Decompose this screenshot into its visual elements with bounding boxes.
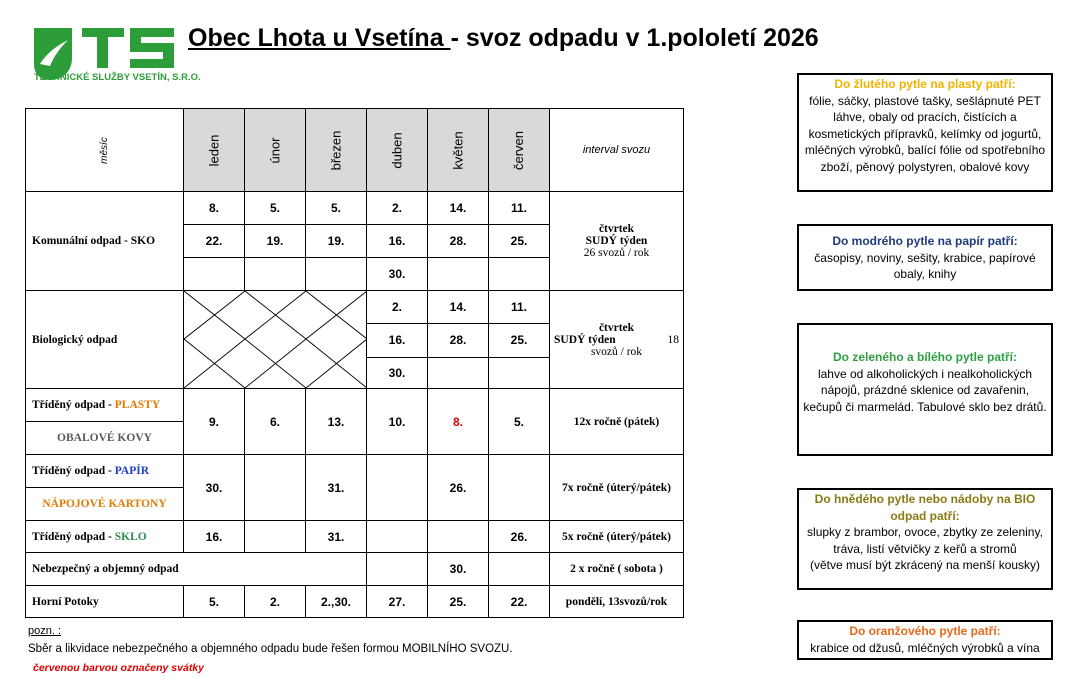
schedule-table: [25, 108, 684, 618]
table-cell: 5.: [245, 192, 306, 225]
table-cell: 27.: [367, 586, 428, 618]
bio-crosshatch: [184, 291, 367, 389]
interval-line: čtvrtek: [598, 223, 635, 235]
table-cell: [489, 357, 550, 388]
header-row: [26, 109, 684, 192]
table-row: [26, 389, 684, 422]
horni-interval: pondělí, 13svozů/rok: [550, 586, 684, 618]
table-cell: [428, 521, 489, 553]
orange-bag-heading: Do oranžového pytle patří:: [849, 624, 1001, 638]
header-month: duben: [367, 109, 428, 192]
header-month: leden: [184, 109, 245, 192]
bio-label: Biologický odpad: [26, 291, 184, 389]
blue-bag-box: [797, 224, 1053, 291]
table-cell: [489, 455, 550, 521]
header-mesic: měsíc: [26, 109, 184, 192]
orange-bag-text: krabice od džusů, mléčných výrobků a vína: [810, 640, 1040, 655]
plasty-label2: OBALOVÉ KOVY: [26, 422, 184, 455]
table-cell: 16.: [367, 324, 428, 357]
komunalni-label: Komunální odpad - SKO: [26, 192, 184, 291]
title-rest: - svoz odpadu v 1.pololetí 2026: [450, 24, 819, 52]
brown-bag-box: [797, 488, 1053, 590]
green-bag-box: [797, 323, 1053, 456]
notes-line1: Sběr a likvidace nebezpečného a objemného odpadu bude řešen formou MOBILNÍHO SVOZU.: [28, 643, 513, 655]
table-cell: [184, 258, 245, 291]
yellow-bag-text: fólie, sáčky, plastové tašky, sešlápnuté PET láhve, obaly od pracích, čistících a kosmetických přípravků, kelímky od jogurtů, mléčných výrobků, balící fólie od spotřebního zboží, pěnový polystyren, obalové kovy: [804, 93, 1046, 174]
table-row: [26, 553, 684, 586]
table-cell: 22.: [489, 586, 550, 618]
table-cell: [428, 357, 489, 388]
table-cell: 31.: [306, 455, 367, 521]
table-cell: 2.,30.: [306, 586, 367, 618]
table-cell: [245, 258, 306, 291]
green-bag-heading: Do zeleného a bílého pytle patří:: [832, 350, 1018, 364]
sklo-label: Tříděný odpad - SKLO: [26, 521, 184, 553]
blue-bag-heading: Do modrého pytle na papír patří:: [832, 234, 1018, 248]
header-month: květen: [428, 109, 489, 192]
table-cell: 28.: [428, 324, 489, 357]
table-cell: [428, 258, 489, 291]
interval-line: čtvrtek: [598, 321, 635, 334]
table-cell: 2.: [367, 192, 428, 225]
table-cell: 16.: [184, 521, 245, 553]
interval-count: 18: [667, 333, 679, 346]
table-cell: 16.: [367, 225, 428, 258]
table-row: [26, 521, 684, 553]
table-cell: 9.: [184, 389, 245, 455]
notes-pozn: pozn. :: [28, 625, 62, 637]
blue-bag-text: časopisy, noviny, sešity, krabice, papírové obaly, knihy: [814, 250, 1036, 282]
table-cell: 25.: [489, 225, 550, 258]
table-cell: 19.: [306, 225, 367, 258]
table-cell: 6.: [245, 389, 306, 455]
table-cell: 10.: [367, 389, 428, 455]
table-cell: [245, 455, 306, 521]
table-cell: [489, 553, 550, 586]
page-title: [188, 24, 819, 53]
table-cell: [489, 258, 550, 291]
interval-line: 26 svozů / rok: [583, 247, 650, 259]
table-cell: 5.: [489, 389, 550, 455]
ts-letters-icon: [82, 28, 174, 68]
bio-interval: [550, 291, 684, 389]
nebezpecny-label: Nebezpečný a objemný odpad: [26, 553, 367, 586]
header-month: únor: [245, 109, 306, 192]
brown-bag-note: (větve musí být zkrácený na menší kousky): [809, 558, 1041, 573]
header-interval: interval svozu: [550, 109, 684, 192]
table-cell: 30.: [428, 553, 489, 586]
title-village: Obec Lhota u Vsetína: [188, 24, 451, 52]
yellow-bag-heading: Do žlutého pytle na plasty patří:: [834, 77, 1016, 91]
table-cell: 5.: [184, 586, 245, 618]
papir-label: Tříděný odpad - PAPÍR: [26, 455, 184, 488]
papir-label2: NÁPOJOVÉ KARTONY: [26, 488, 184, 521]
logo-caption: TECHNICKÉ SLUŽBY VSETÍN, S.R.O.: [34, 72, 201, 83]
table-cell: 2.: [245, 586, 306, 618]
nebezpecny-interval: 2 x ročně ( sobota ): [550, 553, 684, 586]
table-row: [26, 192, 684, 225]
table-cell: 14.: [428, 192, 489, 225]
table-cell: [367, 521, 428, 553]
table-cell: 11.: [489, 192, 550, 225]
crosshatch-pattern: [184, 291, 367, 388]
table-cell: 31.: [306, 521, 367, 553]
header-month: červen: [489, 109, 550, 192]
table-cell: [245, 521, 306, 553]
table-cell: 25.: [428, 586, 489, 618]
notes-holidays: červenou barvou označeny svátky: [33, 662, 204, 674]
table-cell: 30.: [367, 258, 428, 291]
table-cell: 8.: [184, 192, 245, 225]
interval-line: SUDÝ týden: [554, 333, 616, 346]
plasty-label: Tříděný odpad - PLASTY: [26, 389, 184, 422]
brown-bag-text: slupky z brambor, ovoce, zbytky ze zeleniny, tráva, listí větvičky z keřů a stromů: [807, 525, 1043, 556]
table-cell: 25.: [489, 324, 550, 357]
table-cell: 26.: [489, 521, 550, 553]
green-bag-text: lahve od alkoholických i nealkoholických nápojů, prázdné sklenice od zavařenin, kečupů či marmelád. Tabulové sklo bez drátů.: [803, 366, 1047, 414]
komunalni-interval: [550, 192, 684, 291]
table-cell: [367, 553, 428, 586]
holiday-cell: 8.: [428, 389, 489, 455]
table-cell: 13.: [306, 389, 367, 455]
table-cell: 19.: [245, 225, 306, 258]
table-cell: 2.: [367, 291, 428, 324]
table-cell: 30.: [184, 455, 245, 521]
table-row: [26, 455, 684, 488]
table-cell: [367, 455, 428, 521]
papir-interval: 7x ročně (úterý/pátek): [550, 455, 684, 521]
interval-line: svozů / rok: [590, 345, 643, 358]
table-cell: 22.: [184, 225, 245, 258]
header-month: březen: [306, 109, 367, 192]
table-cell: 30.: [367, 357, 428, 388]
brown-bag-heading: Do hnědého pytle nebo nádoby na BIO odpad patří:: [814, 492, 1036, 523]
table-cell: 5.: [306, 192, 367, 225]
table-row: [26, 291, 684, 324]
table-cell: 28.: [428, 225, 489, 258]
table-cell: 11.: [489, 291, 550, 324]
table-cell: 14.: [428, 291, 489, 324]
orange-bag-box: [797, 620, 1053, 660]
interval-line: SUDÝ týden: [585, 235, 648, 247]
horni-label: Horní Potoky: [26, 586, 184, 618]
table-cell: 26.: [428, 455, 489, 521]
sklo-interval: 5x ročně (úterý/pátek): [550, 521, 684, 553]
yellow-bag-box: [797, 73, 1053, 192]
table-cell: [306, 258, 367, 291]
plasty-interval: 12x ročně (pátek): [550, 389, 684, 455]
table-row: [26, 586, 684, 618]
